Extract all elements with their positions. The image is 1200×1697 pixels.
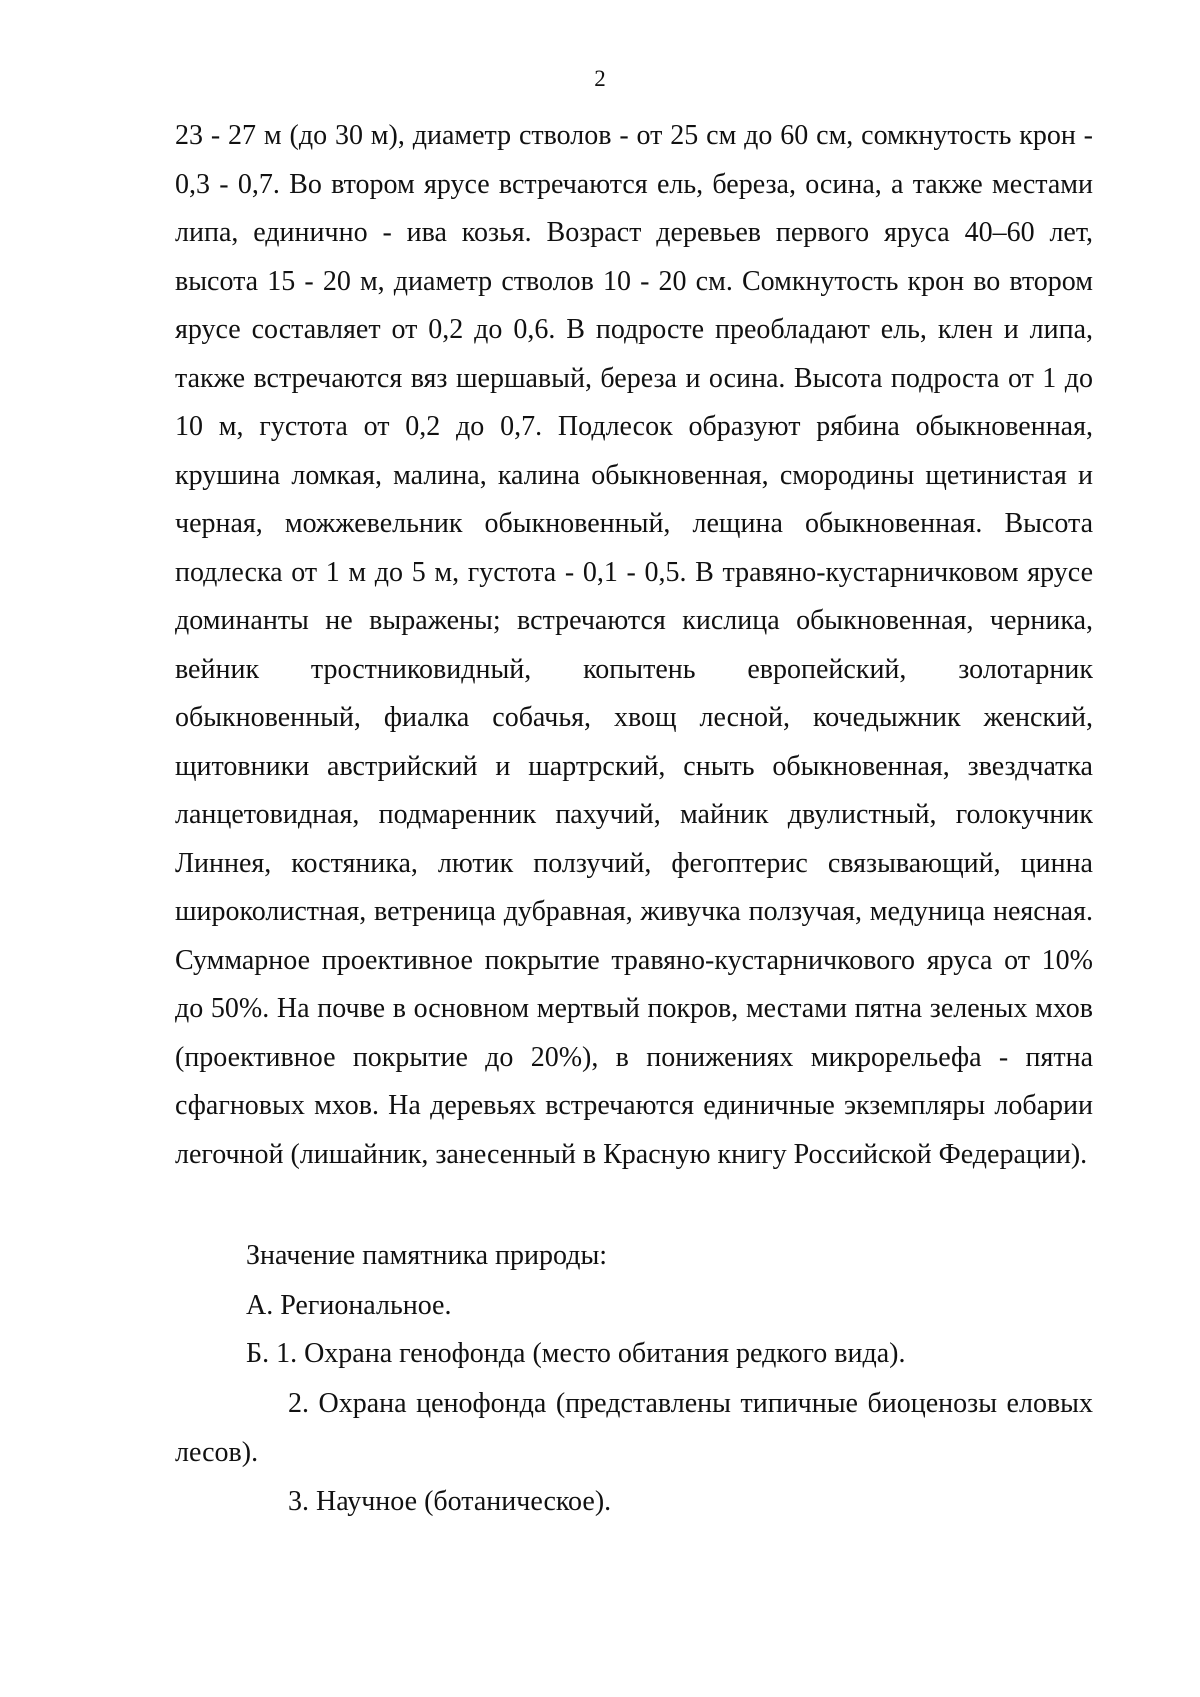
page-number: 2: [594, 66, 606, 91]
body-paragraph: 23 - 27 м (до 30 м), диаметр стволов - от 25 см до 60 см, сомкнутость крон - 0,3 - 0,7. Во втором ярусе встречаются ель, береза, осина, а также местами липа, единично - ива козья. Возраст деревьев первого яруса 40–60 лет, высота 15 - 20 м, диаметр стволов 10 - 20 см. Сомкнутость крон во втором ярусе составляет от 0,2 до 0,6. В подросте преобладают ель, клен и липа, также встречаются вяз шершавый, береза и осина. Высота подроста от 1 до 10 м, густота от 0,2 до 0,7. Подлесок образуют рябина обыкновенная, крушина ломкая, малина, калина обыкновенная, смородины щетинистая и черная, можжевельник обыкновенный, лещина обыкновенная. Высота подлеска от 1 м до 5 м, густота - 0,1 - 0,5. В травяно-кустарничковом ярусе доминанты не выражены; встречаются кислица обыкновенная, черника, вейник тростниковидный, копытень европейский, золотарник обыкновенный, фиалка собачья, хвощ лесной, кочедыжник женский, щитовники австрийский и шартрский, сныть обыкновенная, звездчатка ланцетовидная, подмаренник пахучий, майник двулистный, голокучник Линнея, костяника, лютик ползучий, фегоптерис связывающий, цинна широколистная, ветреница дубравная, живучка ползучая, медуница неясная. Суммарное проективное покрытие травяно-кустарничкового яруса от 10% до 50%. На почве в основном мертвый покров, местами пятна зеленых мхов (проективное покрытие до 20%), в понижениях микрорельефа - пятна сфагновых мхов. На деревьях встречаются единичные экземпляры лобарии легочной (лишайник, занесенный в Красную книгу Российской Федерации).: [175, 120, 1093, 1170]
significance-heading: Значение памятника природы:: [246, 1240, 608, 1271]
significance-item-b3: 3. Научное (ботаническое).: [288, 1486, 612, 1517]
significance-item-b1: Б. 1. Охрана генофонда (место обитания редкого вида).: [246, 1338, 906, 1369]
significance-item-a: А. Региональное.: [246, 1290, 452, 1321]
significance-item-b2: 2. Охрана ценофонда (представлены типичные биоценозы еловых лесов).: [175, 1388, 1093, 1468]
